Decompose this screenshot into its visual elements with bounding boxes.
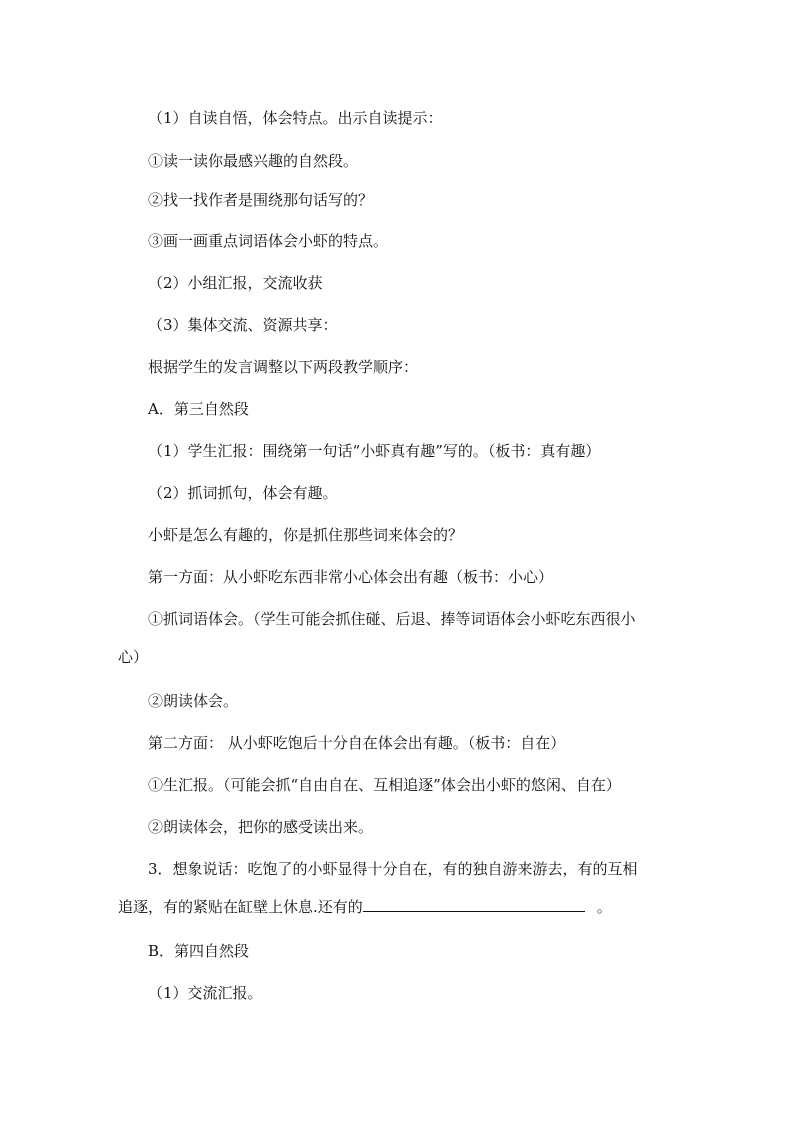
text-line-20-start: 追逐，有的紧贴在缸壁上休息.还有的 <box>118 898 363 916</box>
text-line-2: ①读一读你最感兴趣的自然段。 <box>148 152 359 170</box>
text-line-10: （2）抓词抓句，体会有趣。 <box>148 484 338 502</box>
text-line-18: ②朗读体会，把你的感受读出来。 <box>148 818 374 836</box>
text-line-4: ③画一画重点词语体会小虾的特点。 <box>148 232 389 250</box>
text-line-20 <box>118 897 612 917</box>
answer-blank <box>363 897 585 912</box>
text-line-6: （3）集体交流、资源共享： <box>148 316 338 334</box>
text-line-14: 心） <box>118 648 149 666</box>
text-line-3: ②找一找作者是围绕那句话写的？ <box>148 191 374 209</box>
text-line-12: 第一方面：从小虾吃东西非常小心体会出有趣（板书：小心） <box>148 568 554 586</box>
text-line-7: 根据学生的发言调整以下两段教学顺序： <box>148 358 419 376</box>
text-line-16: 第二方面： 从小虾吃饱后十分自在体会出有趣。（板书：自在） <box>148 734 566 752</box>
text-line-11: 小虾是怎么有趣的，你是抓住那些词来体会的？ <box>148 526 464 544</box>
text-line-5: （2）小组汇报，交流收获 <box>148 274 323 292</box>
text-line-15: ②朗读体会。 <box>148 692 239 710</box>
text-line-19: 3．想象说话：吃饱了的小虾显得十分自在，有的独自游来游去，有的互相 <box>148 860 638 878</box>
text-line-9: （1）学生汇报：围绕第一句话“小虾真有趣”写的。（板书：真有趣） <box>148 442 601 460</box>
text-line-21: B．第四自然段 <box>148 942 250 960</box>
text-line-1: （1）自读自悟，体会特点。出示自读提示： <box>148 109 443 127</box>
text-line-13: ①抓词语体会。（学生可能会抓住碰、后退、捧等词语体会小虾吃东西很小 <box>148 610 636 628</box>
text-line-17: ①生汇报。（可能会抓“自由自在、互相追逐”体会出小虾的悠闲、自在） <box>148 776 621 794</box>
text-line-8: A．第三自然段 <box>148 400 249 418</box>
text-line-20-end: 。 <box>596 898 612 916</box>
text-line-22: （1）交流汇报。 <box>148 984 263 1002</box>
